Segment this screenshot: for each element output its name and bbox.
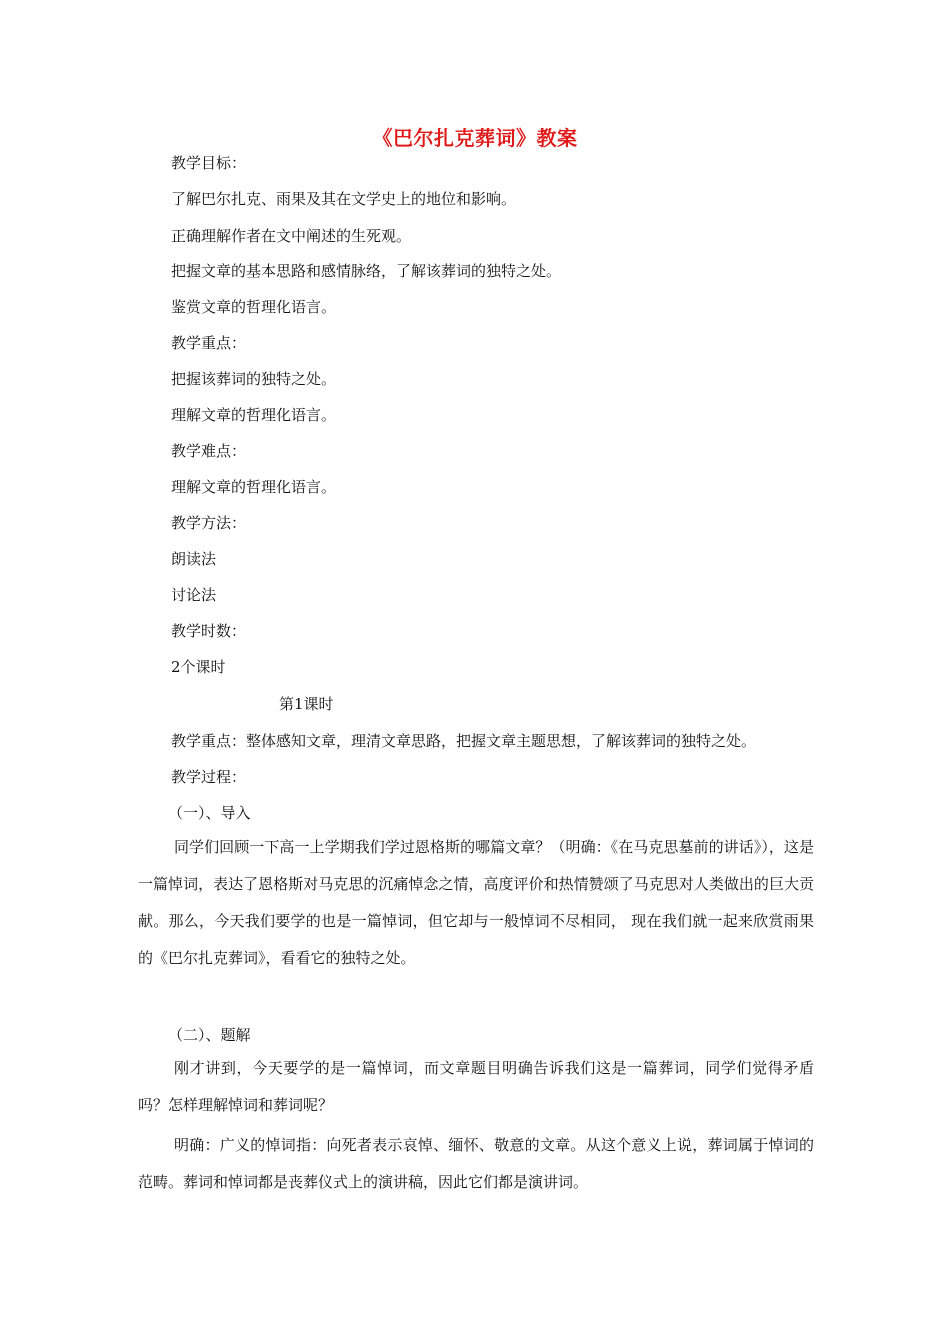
intro-paragraph: 同学们回顾一下高一上学期我们学过恩格斯的哪篇文章？（明确：《在马克思墓前的讲话》），这是一篇悼词，表达了恩格斯对马克思的沉痛悼念之情，高度评价和热情赞颂了马克思对人类做出的巨大贡献。那么，今天我们要学的也是一篇悼词，但它却与一般悼词不尽相同， 现在我们就一起来欣赏雨果的《巴尔扎克葬词》，看看它的独特之处。: [138, 838, 814, 967]
lesson-focus: 教学重点：整体感知文章，理清文章思路，把握文章主题思想，了解该葬词的独特之处。: [171, 732, 757, 750]
text-line: 理解文章的哲理化语言。: [171, 478, 337, 496]
text-line: 朗读法: [171, 550, 217, 568]
text-line: 2个课时: [171, 658, 226, 676]
section-heading: （一）、导入: [168, 804, 251, 822]
text-line: 教学方法：: [171, 514, 247, 532]
text-line: 讨论法: [171, 586, 217, 604]
text-line: 鉴赏文章的哲理化语言。: [171, 298, 337, 316]
section-heading: （二）、题解: [168, 1026, 251, 1044]
explanation-paragraph: 刚才讲到，今天要学的是一篇悼词，而文章题目明确告诉我们这是一篇葬词，同学们觉得矛盾吗？怎样理解悼词和葬词呢？: [138, 1059, 814, 1114]
text-line: 教学难点：: [171, 442, 247, 460]
text-line: 了解巴尔扎克、雨果及其在文学史上的地位和影响。: [171, 190, 517, 208]
text-line: 把握该葬词的独特之处。: [171, 370, 337, 388]
clarification-paragraph: 明确：广义的悼词指：向死者表示哀悼、缅怀、敬意的文章。从这个意义上说，葬词属于悼词的范畴。葬词和悼词都是丧葬仪式上的演讲稿，因此它们都是演讲词。: [138, 1136, 814, 1191]
document-title: 《巴尔扎克葬词》教案: [372, 126, 578, 150]
text-line: 把握文章的基本思路和感情脉络，了解该葬词的独特之处。: [171, 262, 562, 280]
text-line: 理解文章的哲理化语言。: [171, 406, 337, 424]
text-line: 教学重点：: [171, 334, 247, 352]
text-line: 正确理解作者在文中阐述的生死观。: [171, 227, 412, 245]
lesson-heading: 第1课时: [279, 695, 334, 713]
text-line: 教学目标：: [171, 154, 247, 172]
process-label: 教学过程：: [171, 768, 247, 786]
text-line: 教学时数：: [171, 622, 247, 640]
